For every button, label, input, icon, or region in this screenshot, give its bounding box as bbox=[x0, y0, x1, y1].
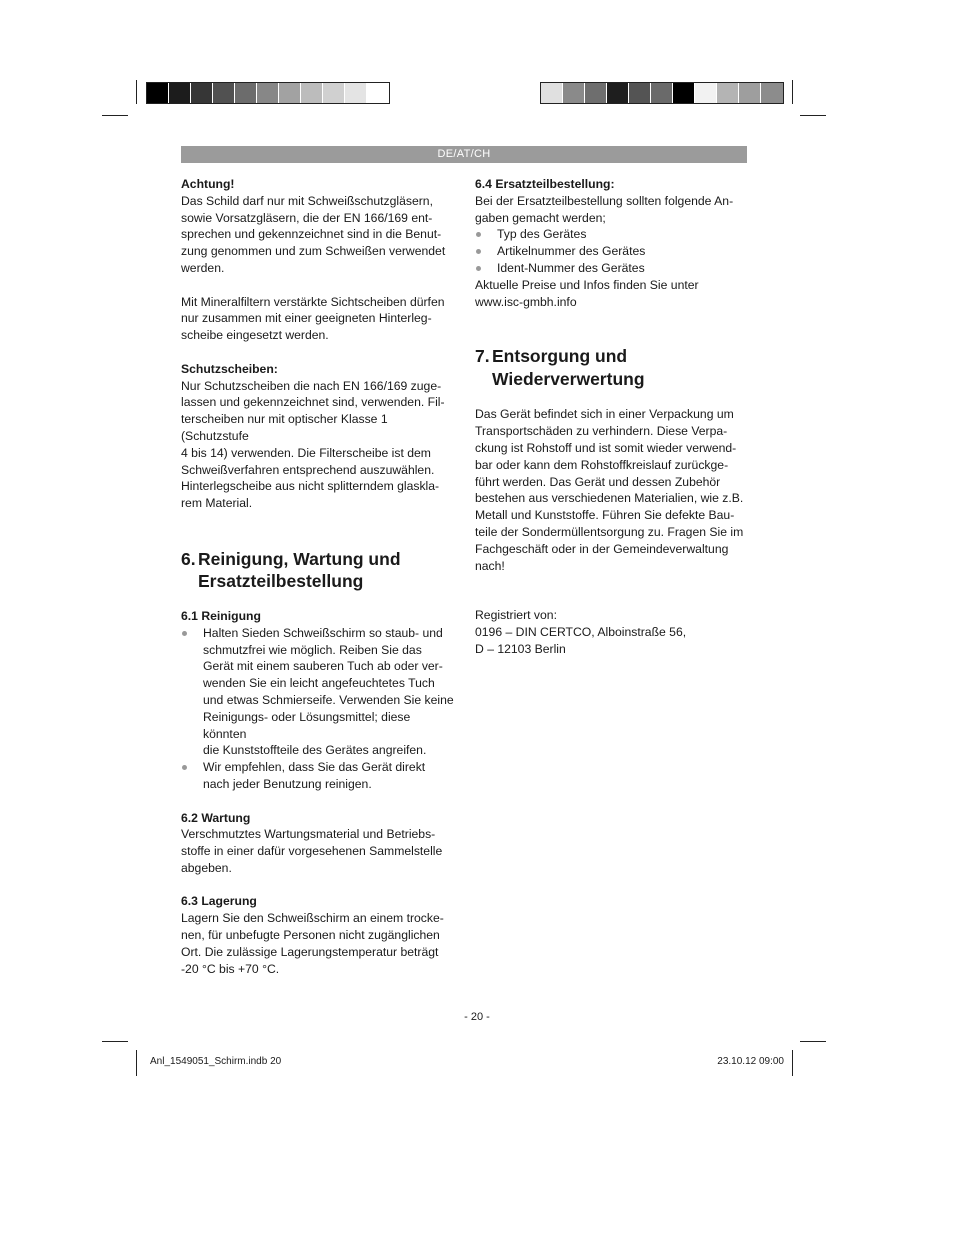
text-line: und etwas Schmierseife. Verwenden Sie keine bbox=[203, 692, 454, 707]
crop-mark bbox=[792, 80, 793, 104]
text-line: lassen und gekennzeichnet sind, verwenden. Fil- bbox=[181, 395, 445, 410]
color-swatch bbox=[301, 83, 323, 103]
color-swatch bbox=[323, 83, 345, 103]
section-7-title bbox=[475, 345, 747, 390]
color-swatch bbox=[761, 83, 783, 103]
color-bar-left bbox=[146, 82, 390, 104]
page-number: - 20 - bbox=[464, 1011, 490, 1023]
entsorgung-paragraph bbox=[475, 406, 747, 574]
footer-datetime: 23.10.12 09:00 bbox=[717, 1056, 784, 1067]
text-line: Fachgeschäft oder in der Gemeindeverwaltung bbox=[475, 541, 729, 556]
website-link-text: www.isc-gmbh.info bbox=[475, 294, 577, 309]
text-line: sprechen und gekennzeichnet sind in die Benut- bbox=[181, 227, 442, 242]
color-bar-right bbox=[540, 82, 784, 104]
wartung-heading: 6.2 Wartung bbox=[181, 810, 251, 825]
text-line: Metall und Kunststoffe. Führen Sie defekte Bau- bbox=[475, 508, 735, 523]
text-line: Schweißverfahren entsprechend auszuwählen. bbox=[181, 462, 435, 477]
text-line: nach! bbox=[475, 558, 505, 573]
text-line: Transportschäden zu verhindern. Diese Verpa- bbox=[475, 424, 728, 439]
text-line: Gerät mit einem sauberen Tuch ab oder ver- bbox=[203, 659, 443, 674]
mineral-paragraph bbox=[181, 294, 456, 344]
color-swatch bbox=[607, 83, 629, 103]
ersatzteil-intro bbox=[475, 193, 747, 227]
crop-mark bbox=[102, 1041, 128, 1042]
text-line: bestehen aus verschiedenen Materialien, wie z.B. bbox=[475, 491, 744, 506]
lagerung-heading: 6.3 Lagerung bbox=[181, 894, 257, 909]
color-swatch bbox=[695, 83, 717, 103]
text-line: ckung ist Rohstoff und ist somit wieder verwend- bbox=[475, 440, 737, 455]
color-swatch bbox=[717, 83, 739, 103]
text-line: Registriert von: bbox=[475, 608, 557, 623]
text-line: die Kunststoffteile des Gerätes angreifen. bbox=[203, 743, 427, 758]
color-swatch bbox=[279, 83, 301, 103]
text-line: Hinterlegscheibe aus nicht splitterndem glaskla- bbox=[181, 479, 440, 494]
text-line: 0196 – DIN CERTCO, Alboinstraße 56, bbox=[475, 625, 687, 640]
section-6-title bbox=[181, 548, 456, 593]
color-swatch bbox=[541, 83, 563, 103]
text-line: Wir empfehlen, dass Sie das Gerät direkt bbox=[203, 760, 426, 775]
color-swatch bbox=[585, 83, 607, 103]
text-line: terscheiben nur mit optischer Klasse 1 (Schutzstufe bbox=[181, 412, 388, 443]
text-line: abgeben. bbox=[181, 860, 232, 875]
color-swatch bbox=[169, 83, 191, 103]
text-line: Das Gerät befindet sich in einer Verpackung um bbox=[475, 407, 734, 422]
color-swatch bbox=[739, 83, 761, 103]
crop-mark bbox=[136, 80, 137, 104]
section-number: 7. bbox=[475, 346, 490, 367]
schutzscheiben-heading: Schutzscheiben: bbox=[181, 361, 278, 376]
section-title-line: Wiederverwertung bbox=[492, 368, 645, 389]
schutzscheiben-paragraph bbox=[181, 378, 456, 512]
language-header: DE/AT/CH bbox=[181, 146, 747, 163]
crop-mark bbox=[800, 1041, 826, 1042]
text-line: zung genommen und zum Schweißen verwendet bbox=[181, 244, 446, 259]
color-swatch bbox=[563, 83, 585, 103]
text-line: schmutzfrei wie möglich. Reiben Sie das bbox=[203, 642, 422, 657]
color-swatch bbox=[367, 83, 389, 103]
left-column bbox=[181, 176, 456, 977]
text-line: Ort. Die zulässige Lagerungstemperatur beträgt bbox=[181, 944, 439, 959]
text-line: Aktuelle Preise und Infos finden Sie unter bbox=[475, 277, 699, 292]
text-line: Reinigungs- oder Lösungsmittel; diese könnten bbox=[203, 709, 411, 741]
ersatzteil-heading: 6.4 Ersatzteilbestellung: bbox=[475, 177, 615, 191]
achtung-paragraph bbox=[181, 193, 456, 277]
text-line: bar oder kann dem Rohstoffkreislauf zurückge- bbox=[475, 457, 729, 472]
right-column bbox=[475, 176, 747, 658]
color-swatch bbox=[345, 83, 367, 103]
wartung-paragraph bbox=[181, 826, 456, 876]
reinigung-list bbox=[181, 625, 456, 793]
reinigung-heading: 6.1 Reinigung bbox=[181, 608, 261, 623]
text-line: Lagern Sie den Schweißschirm an einem trocke- bbox=[181, 911, 444, 926]
list-item: Artikelnummer des Gerätes bbox=[475, 243, 747, 260]
section-title-line: Entsorgung und bbox=[492, 346, 628, 367]
color-swatch bbox=[213, 83, 235, 103]
text-line: Nur Schutzscheiben die nach EN 166/169 zuge- bbox=[181, 378, 442, 393]
crop-mark bbox=[102, 115, 128, 116]
text-line: nen, für unbefugte Personen nicht zugänglichen bbox=[181, 928, 440, 943]
text-line: Halten Sieden Schweißschirm so staub- und bbox=[203, 625, 443, 640]
text-line: 4 bis 14) verwenden. Die Filterscheibe ist dem bbox=[181, 445, 431, 460]
text-line: scheibe eingesetzt werden. bbox=[181, 328, 329, 343]
color-swatch bbox=[191, 83, 213, 103]
list-item: Typ des Gerätes bbox=[475, 226, 747, 243]
text-line: gaben gemacht werden; bbox=[475, 210, 606, 225]
text-line: sowie Vorsatzgläsern, die der EN 166/169 ent- bbox=[181, 210, 433, 225]
color-swatch bbox=[257, 83, 279, 103]
list-item: Ident-Nummer des Gerätes bbox=[475, 260, 747, 277]
text-line: Verschmutztes Wartungsmaterial und Betriebs- bbox=[181, 827, 436, 842]
color-swatch bbox=[235, 83, 257, 103]
list-item bbox=[181, 625, 456, 759]
text-line: -20 °C bis +70 °C. bbox=[181, 961, 280, 976]
lagerung-paragraph bbox=[181, 910, 456, 977]
text-line: stoffe in einer dafür vorgesehenen Sammelstelle bbox=[181, 844, 443, 859]
registration-block bbox=[475, 607, 747, 657]
color-swatch bbox=[673, 83, 695, 103]
text-line: Das Schild darf nur mit Schweißschutzgläsern, bbox=[181, 193, 433, 208]
text-line: Bei der Ersatzteilbestellung sollten folgende An- bbox=[475, 193, 734, 208]
text-line: werden. bbox=[181, 260, 225, 275]
list-item bbox=[181, 759, 456, 793]
color-swatch bbox=[147, 83, 169, 103]
text-line: nach jeder Benutzung reinigen. bbox=[203, 776, 372, 791]
text-line: rem Material. bbox=[181, 496, 253, 511]
section-title-line: Ersatzteilbestellung bbox=[198, 571, 364, 592]
footer-filename: Anl_1549051_Schirm.indb 20 bbox=[150, 1056, 282, 1067]
crop-mark bbox=[792, 1050, 793, 1076]
crop-mark bbox=[800, 115, 826, 116]
text-line: wenden Sie ein leicht angefeuchtetes Tuch bbox=[203, 676, 435, 691]
section-title-line: Reinigung, Wartung und bbox=[198, 548, 401, 569]
text-line: teile der Sondermüllentsorgung zu. Fragen Sie im bbox=[475, 524, 744, 539]
ersatzteil-outro bbox=[475, 277, 747, 311]
achtung-heading: Achtung! bbox=[181, 177, 235, 191]
text-line: Mit Mineralfiltern verstärkte Sichtscheiben dürfen bbox=[181, 294, 445, 309]
text-line: führt werden. Das Gerät und dessen Zubehör bbox=[475, 474, 721, 489]
text-line: D – 12103 Berlin bbox=[475, 641, 566, 656]
text-line: nur zusammen mit einer geeigneten Hinterleg- bbox=[181, 311, 432, 326]
ersatzteil-list bbox=[475, 226, 747, 276]
color-swatch bbox=[629, 83, 651, 103]
section-number: 6. bbox=[181, 548, 196, 569]
color-swatch bbox=[651, 83, 673, 103]
crop-mark bbox=[136, 1050, 137, 1076]
